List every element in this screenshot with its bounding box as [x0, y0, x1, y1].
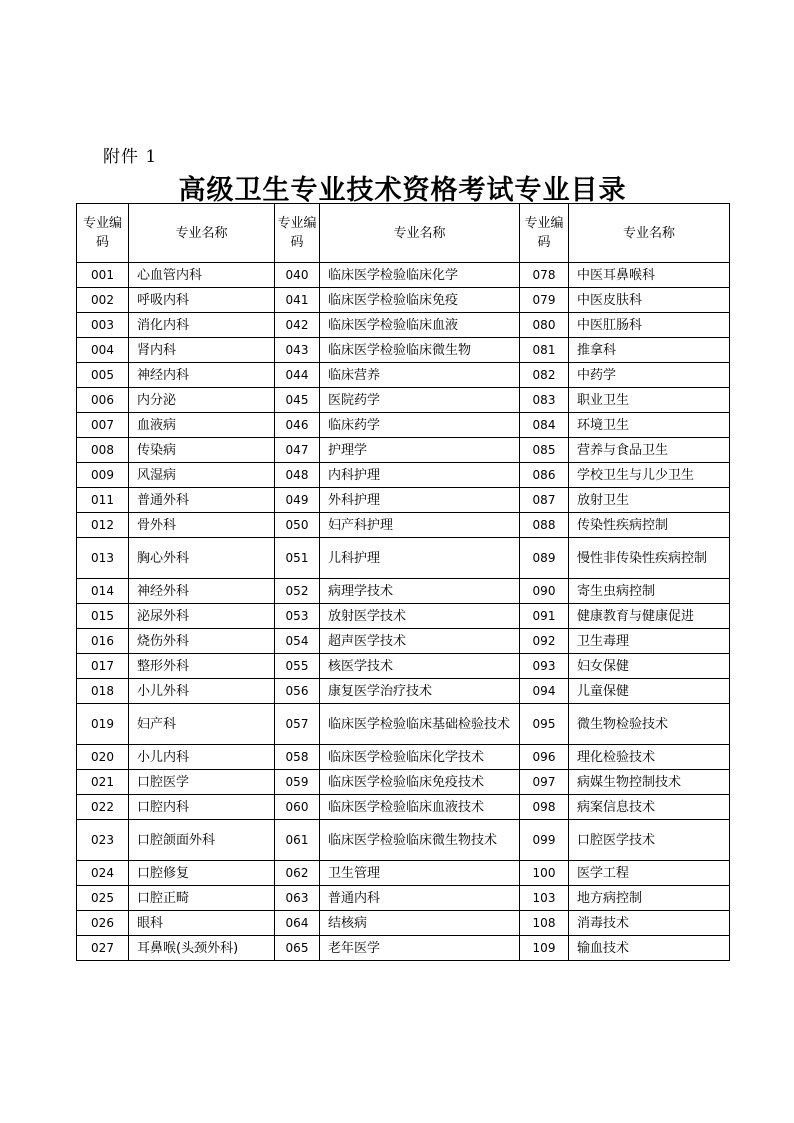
specialty-name: 妇产科护理 — [320, 513, 520, 538]
specialty-code: 078 — [520, 263, 569, 288]
specialty-code: 084 — [520, 413, 569, 438]
specialty-name: 寄生虫病控制 — [569, 579, 730, 604]
specialty-name: 临床营养 — [320, 363, 520, 388]
table-row — [77, 438, 730, 463]
specialty-name: 神经内科 — [129, 363, 275, 388]
specialty-name: 临床医学检验临床基础检验技术 — [320, 704, 520, 745]
specialty-code: 015 — [77, 604, 129, 629]
specialty-name: 学校卫生与儿少卫生 — [569, 463, 730, 488]
specialty-code: 016 — [77, 629, 129, 654]
specialty-code: 048 — [275, 463, 320, 488]
specialty-name: 临床医学检验临床免疫技术 — [320, 770, 520, 795]
specialty-name: 职业卫生 — [569, 388, 730, 413]
table-row — [77, 820, 730, 861]
specialty-name: 放射医学技术 — [320, 604, 520, 629]
header-code-2: 专业编码 — [275, 204, 320, 263]
specialty-name: 临床医学检验临床微生物技术 — [320, 820, 520, 861]
specialty-name: 普通外科 — [129, 488, 275, 513]
table-row — [77, 263, 730, 288]
table-row — [77, 463, 730, 488]
specialty-code: 025 — [77, 886, 129, 911]
table-row — [77, 861, 730, 886]
specialty-name: 骨外科 — [129, 513, 275, 538]
specialty-code: 012 — [77, 513, 129, 538]
specialty-code: 020 — [77, 745, 129, 770]
specialty-code: 064 — [275, 911, 320, 936]
specialty-code: 099 — [520, 820, 569, 861]
specialty-name: 消化内科 — [129, 313, 275, 338]
specialty-name: 放射卫生 — [569, 488, 730, 513]
table-row — [77, 629, 730, 654]
specialty-code: 004 — [77, 338, 129, 363]
specialty-code: 090 — [520, 579, 569, 604]
specialty-name: 地方病控制 — [569, 886, 730, 911]
specialty-name: 核医学技术 — [320, 654, 520, 679]
specialty-name: 理化检验技术 — [569, 745, 730, 770]
specialty-code: 065 — [275, 936, 320, 961]
specialty-code: 100 — [520, 861, 569, 886]
specialty-name: 病理学技术 — [320, 579, 520, 604]
specialty-name: 神经外科 — [129, 579, 275, 604]
specialty-code: 018 — [77, 679, 129, 704]
specialty-name: 泌尿外科 — [129, 604, 275, 629]
specialty-code: 061 — [275, 820, 320, 861]
specialty-name: 妇产科 — [129, 704, 275, 745]
specialty-code: 003 — [77, 313, 129, 338]
specialty-code: 044 — [275, 363, 320, 388]
specialty-name: 心血管内科 — [129, 263, 275, 288]
specialty-code: 007 — [77, 413, 129, 438]
specialty-code: 054 — [275, 629, 320, 654]
specialty-name: 眼科 — [129, 911, 275, 936]
specialty-name: 医院药学 — [320, 388, 520, 413]
specialty-name: 慢性非传染性疾病控制 — [569, 538, 730, 579]
table-row — [77, 886, 730, 911]
specialty-code: 103 — [520, 886, 569, 911]
specialty-code: 056 — [275, 679, 320, 704]
table-row — [77, 288, 730, 313]
attachment-label: 附件 1 — [103, 147, 158, 167]
specialty-name: 肾内科 — [129, 338, 275, 363]
specialty-code: 022 — [77, 795, 129, 820]
specialty-code: 062 — [275, 861, 320, 886]
table-row — [77, 936, 730, 961]
table-row — [77, 911, 730, 936]
specialty-code: 046 — [275, 413, 320, 438]
table-row — [77, 579, 730, 604]
header-name-3: 专业名称 — [569, 204, 730, 263]
specialty-code: 085 — [520, 438, 569, 463]
specialty-code: 024 — [77, 861, 129, 886]
specialty-name: 耳鼻喉(头颈外科) — [129, 936, 275, 961]
specialty-name: 血液病 — [129, 413, 275, 438]
specialty-code: 092 — [520, 629, 569, 654]
specialty-code: 049 — [275, 488, 320, 513]
table-row — [77, 388, 730, 413]
table-row — [77, 513, 730, 538]
header-name-1: 专业名称 — [129, 204, 275, 263]
specialty-name: 营养与食品卫生 — [569, 438, 730, 463]
specialty-code: 006 — [77, 388, 129, 413]
specialty-code: 058 — [275, 745, 320, 770]
specialty-name: 口腔医学技术 — [569, 820, 730, 861]
specialty-code: 041 — [275, 288, 320, 313]
specialty-name: 胸心外科 — [129, 538, 275, 579]
specialty-name: 推拿科 — [569, 338, 730, 363]
specialty-name: 口腔修复 — [129, 861, 275, 886]
table-row — [77, 413, 730, 438]
specialty-name: 中医耳鼻喉科 — [569, 263, 730, 288]
specialty-code: 043 — [275, 338, 320, 363]
specialty-code: 093 — [520, 654, 569, 679]
specialty-code: 059 — [275, 770, 320, 795]
specialty-code: 083 — [520, 388, 569, 413]
header-code-1: 专业编码 — [77, 204, 129, 263]
specialty-code: 027 — [77, 936, 129, 961]
specialty-code: 060 — [275, 795, 320, 820]
specialty-code: 045 — [275, 388, 320, 413]
specialty-name: 传染性疾病控制 — [569, 513, 730, 538]
table-row — [77, 654, 730, 679]
table-row — [77, 745, 730, 770]
specialty-code: 040 — [275, 263, 320, 288]
specialty-code: 109 — [520, 936, 569, 961]
specialty-code: 014 — [77, 579, 129, 604]
table-row — [77, 538, 730, 579]
specialty-code: 005 — [77, 363, 129, 388]
specialty-name: 病案信息技术 — [569, 795, 730, 820]
specialty-name: 呼吸内科 — [129, 288, 275, 313]
specialty-code: 042 — [275, 313, 320, 338]
specialty-code: 086 — [520, 463, 569, 488]
specialty-code: 011 — [77, 488, 129, 513]
specialty-code: 019 — [77, 704, 129, 745]
table-body — [77, 263, 730, 961]
table-header-row — [77, 204, 730, 263]
specialty-name: 环境卫生 — [569, 413, 730, 438]
specialty-name: 中医肛肠科 — [569, 313, 730, 338]
specialty-name: 小儿内科 — [129, 745, 275, 770]
specialty-name: 口腔医学 — [129, 770, 275, 795]
specialty-name: 整形外科 — [129, 654, 275, 679]
specialty-name: 健康教育与健康促进 — [569, 604, 730, 629]
specialty-code: 001 — [77, 263, 129, 288]
specialty-code: 009 — [77, 463, 129, 488]
specialty-name: 儿童保健 — [569, 679, 730, 704]
specialty-code: 050 — [275, 513, 320, 538]
specialty-code: 051 — [275, 538, 320, 579]
specialty-name: 临床医学检验临床血液技术 — [320, 795, 520, 820]
specialty-code: 081 — [520, 338, 569, 363]
table-row — [77, 795, 730, 820]
specialty-code: 013 — [77, 538, 129, 579]
specialty-name: 微生物检验技术 — [569, 704, 730, 745]
table-row — [77, 704, 730, 745]
specialty-name: 中医皮肤科 — [569, 288, 730, 313]
specialty-code: 047 — [275, 438, 320, 463]
specialty-name: 结核病 — [320, 911, 520, 936]
specialty-name: 外科护理 — [320, 488, 520, 513]
specialty-name: 卫生毒理 — [569, 629, 730, 654]
specialty-name: 超声医学技术 — [320, 629, 520, 654]
specialty-code: 087 — [520, 488, 569, 513]
specialty-code: 091 — [520, 604, 569, 629]
specialty-code: 055 — [275, 654, 320, 679]
document-title: 高级卫生专业技术资格考试专业目录 — [178, 175, 627, 206]
specialty-code: 095 — [520, 704, 569, 745]
specialty-name: 临床医学检验临床血液 — [320, 313, 520, 338]
specialty-code: 057 — [275, 704, 320, 745]
specialty-code: 008 — [77, 438, 129, 463]
specialty-name: 内分泌 — [129, 388, 275, 413]
specialty-name: 临床医学检验临床微生物 — [320, 338, 520, 363]
specialty-code: 002 — [77, 288, 129, 313]
specialty-code: 098 — [520, 795, 569, 820]
specialty-code: 097 — [520, 770, 569, 795]
specialty-name: 病媒生物控制技术 — [569, 770, 730, 795]
specialty-name: 护理学 — [320, 438, 520, 463]
specialty-name: 儿科护理 — [320, 538, 520, 579]
specialty-name: 烧伤外科 — [129, 629, 275, 654]
specialty-name: 口腔正畸 — [129, 886, 275, 911]
specialty-code: 079 — [520, 288, 569, 313]
specialty-name: 普通内科 — [320, 886, 520, 911]
table-row — [77, 488, 730, 513]
specialty-code: 063 — [275, 886, 320, 911]
specialty-name: 内科护理 — [320, 463, 520, 488]
specialty-name: 小儿外科 — [129, 679, 275, 704]
header-code-3: 专业编码 — [520, 204, 569, 263]
table-row — [77, 313, 730, 338]
specialty-catalog-table — [76, 203, 730, 961]
specialty-code: 080 — [520, 313, 569, 338]
specialty-name: 医学工程 — [569, 861, 730, 886]
specialty-name: 康复医学治疗技术 — [320, 679, 520, 704]
specialty-code: 017 — [77, 654, 129, 679]
specialty-name: 口腔内科 — [129, 795, 275, 820]
specialty-name: 临床医学检验临床免疫 — [320, 288, 520, 313]
table-row — [77, 604, 730, 629]
specialty-name: 口腔颌面外科 — [129, 820, 275, 861]
specialty-name: 临床医学检验临床化学技术 — [320, 745, 520, 770]
specialty-code: 052 — [275, 579, 320, 604]
specialty-code: 108 — [520, 911, 569, 936]
table-row — [77, 679, 730, 704]
specialty-name: 中药学 — [569, 363, 730, 388]
specialty-code: 096 — [520, 745, 569, 770]
table-row — [77, 338, 730, 363]
specialty-name: 临床医学检验临床化学 — [320, 263, 520, 288]
specialty-code: 082 — [520, 363, 569, 388]
specialty-code: 021 — [77, 770, 129, 795]
specialty-code: 094 — [520, 679, 569, 704]
specialty-code: 089 — [520, 538, 569, 579]
specialty-name: 老年医学 — [320, 936, 520, 961]
specialty-name: 临床药学 — [320, 413, 520, 438]
specialty-code: 053 — [275, 604, 320, 629]
specialty-name: 消毒技术 — [569, 911, 730, 936]
specialty-name: 输血技术 — [569, 936, 730, 961]
table-row — [77, 363, 730, 388]
specialty-code: 023 — [77, 820, 129, 861]
specialty-name: 传染病 — [129, 438, 275, 463]
specialty-code: 026 — [77, 911, 129, 936]
table-row — [77, 770, 730, 795]
specialty-name: 卫生管理 — [320, 861, 520, 886]
specialty-name: 妇女保健 — [569, 654, 730, 679]
specialty-name: 风湿病 — [129, 463, 275, 488]
specialty-code: 088 — [520, 513, 569, 538]
header-name-2: 专业名称 — [320, 204, 520, 263]
